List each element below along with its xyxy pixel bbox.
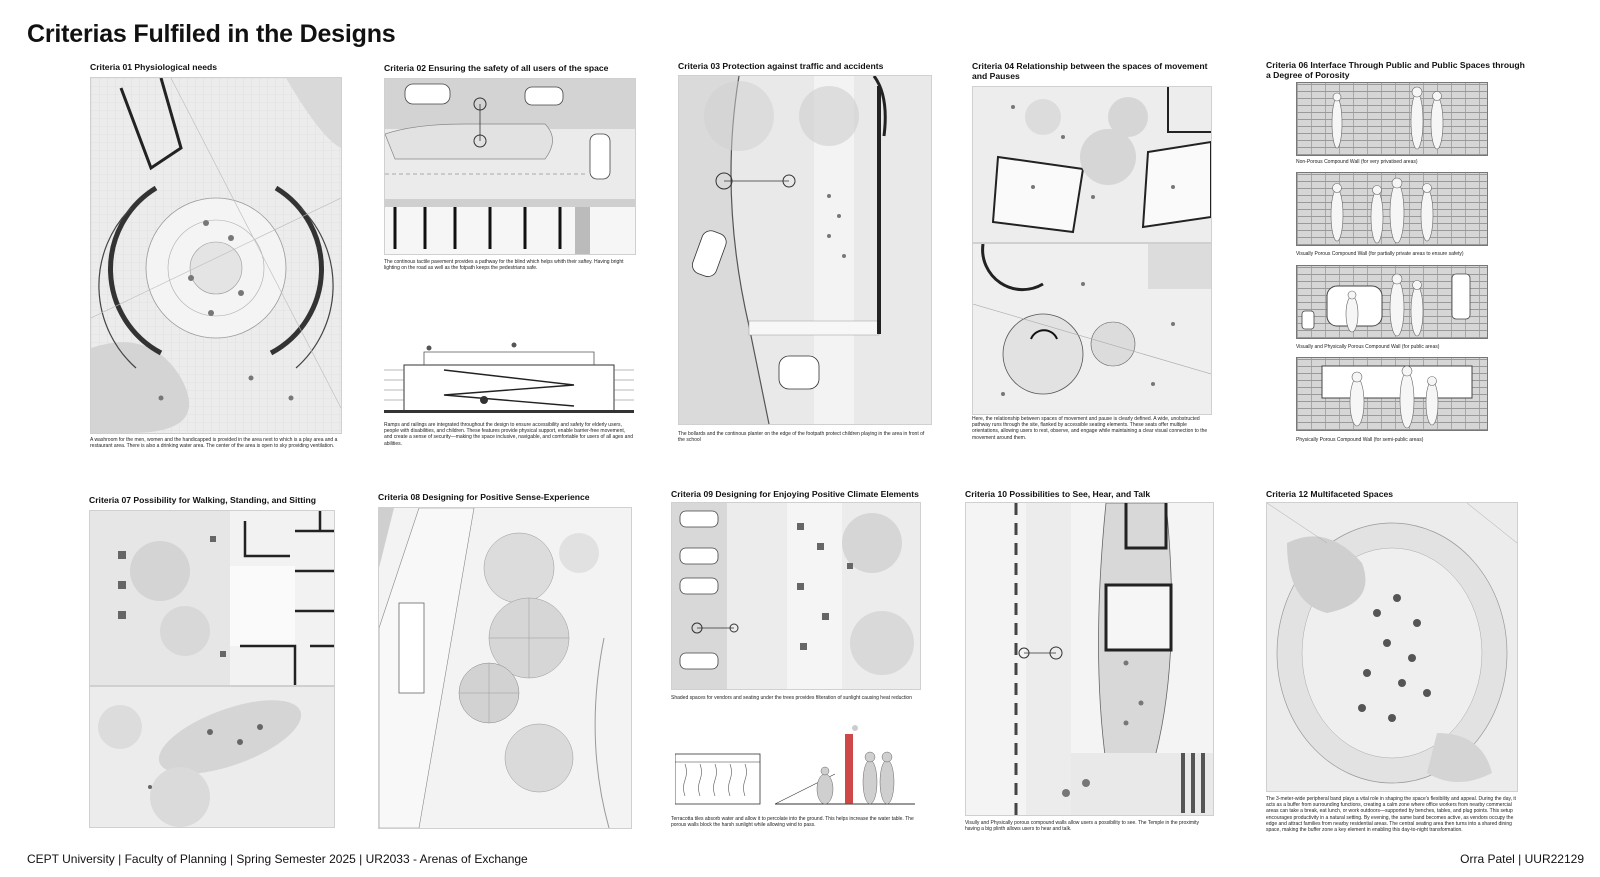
visually-porous-wall-drawing [1296, 172, 1488, 246]
footer-course-info: CEPT University | Faculty of Planning | Spring Semester 2025 | UR2033 - Arenas of Exchange [27, 852, 528, 866]
criteria-07-plan-top [89, 510, 335, 686]
criteria-08-title: Criteria 08 Designing for Positive Sense-Experience [378, 492, 590, 502]
criteria-09-title: Criteria 09 Designing for Enjoying Positive Climate Elements [671, 489, 919, 499]
criteria-04-caption: Here, the relationship between spaces of movement and pause is clearly defined. A wide, unobstructed pathway runs through the site, flanked by accessible seating elements. These seats offer multiple orientations, allowing users to rest, observe, and engage while maintaining a clear visual connection to the movement around them. [972, 416, 1208, 441]
criteria-10-plan-drawing [965, 502, 1214, 816]
criteria-04-title: Criteria 04 Relationship between the spaces of movement and Pauses [972, 61, 1208, 81]
visually-physically-porous-wall-drawing [1296, 265, 1488, 339]
physically-porous-wall-drawing [1296, 357, 1488, 431]
wall-caption-4: Physically Porous Compound Wall (for semi-public areas) [1296, 437, 1424, 443]
criteria-09-caption-2: Terracotta tiles absorb water and allow it to percolate into the ground. This helps increase the water table. The porous walls block the harsh sunlight while allowing wind to pass. [671, 816, 914, 829]
criteria-01-plan-drawing [90, 77, 342, 434]
criteria-09-section-drawings [675, 724, 915, 809]
criteria-01-caption: A washroom for the men, women and the handicapped is provided in the area next to which is a play area and a restaurant area. There is also a drinking water area. The center of the area is open to sky providing ventilation. [90, 437, 338, 450]
criteria-02-title: Criteria 02 Ensuring the safety of all users of the space [384, 63, 609, 73]
criteria-02-caption-2: Ramps and railings are integrated throughout the design to ensure accessibility and safety for elderly users, people with disabilities, and children. These features provide physical support, enable barrier-free movement, and create a sense of security—making the space inclusive, navigable, and comfortable for users of all ages and abilities. [384, 422, 634, 447]
criteria-12-title: Criteria 12 Multifaceted Spaces [1266, 489, 1394, 499]
criteria-10-title: Criteria 10 Possibilities to See, Hear, and Talk [965, 489, 1151, 499]
criteria-03-caption: The bollards and the continous planter on the edge of the footpath protect children playing in the area in front of the school [678, 431, 925, 444]
wall-caption-1: Non-Porous Compound Wall (for very privatised areas) [1296, 159, 1418, 165]
criteria-06-title: Criteria 06 Interface Through Public and Public Spaces through a Degree of Porosity [1266, 60, 1525, 80]
wall-caption-2: Visually Porous Compound Wall (for partially private areas to ensure safety) [1296, 251, 1464, 257]
footer-author: Orra Patel | UUR22129 [1460, 852, 1584, 866]
criteria-02-caption-1: The continous tactile pavement provides a pathway for the blind which helps whith their saftey. Having bright lighting on the road as well as the fotpath keeps the pedestrians safe. [384, 259, 624, 272]
criteria-09-plan-drawing [671, 502, 921, 690]
criteria-02-street-plan [384, 78, 636, 255]
criteria-01-title: Criteria 01 Physiological needs [90, 62, 218, 72]
criteria-12-plan-drawing [1266, 502, 1518, 792]
criteria-04-plan-bottom [972, 243, 1212, 415]
criteria-03-plan-drawing [678, 75, 932, 425]
criteria-08-plan-drawing [378, 507, 632, 829]
criteria-02-ramp-section [384, 340, 634, 418]
criteria-03-title: Criteria 03 Protection against traffic and accidents [678, 61, 884, 71]
criteria-12-caption: The 3-meter-wide peripheral band plays a vital role in shaping the space's flexibility and appeal. During the day, it acts as a buffer from surrounding functions, creating a calm zone where office workers from nearby commercial areas can take a break, eat lunch, or work outdoors—supported by benches, tables, and plug points. This setup encourages productivity in a natural setting. By evening, the same band becomes active, as vendors occupy the edge and attract families from nearby residential areas. The central seating area then turns into a shared dining space, making the buffer zone a key element in enabling this day-to-night transformation. [1266, 796, 1516, 834]
criteria-07-plan-bottom [89, 686, 335, 828]
criteria-10-caption: Visully and Physically porous compound walls allow users a possibility to see. The Temple in the proximity having a big plinth allows users to hear and talk. [965, 820, 1200, 833]
criteria-07-title: Criteria 07 Possibility for Walking, Standing, and Sitting [89, 495, 316, 505]
criteria-04-plan-top [972, 86, 1212, 243]
non-porous-wall-drawing [1296, 82, 1488, 156]
wall-caption-3: Visually and Physically Porous Compound Wall (for public areas) [1296, 344, 1440, 350]
criteria-09-caption-1: Shaded spaces for vendors and seating under the trees provides filteration of sunlight causing heat reduction [671, 695, 912, 701]
page-title: Criterias Fulfiled in the Designs [27, 20, 396, 48]
